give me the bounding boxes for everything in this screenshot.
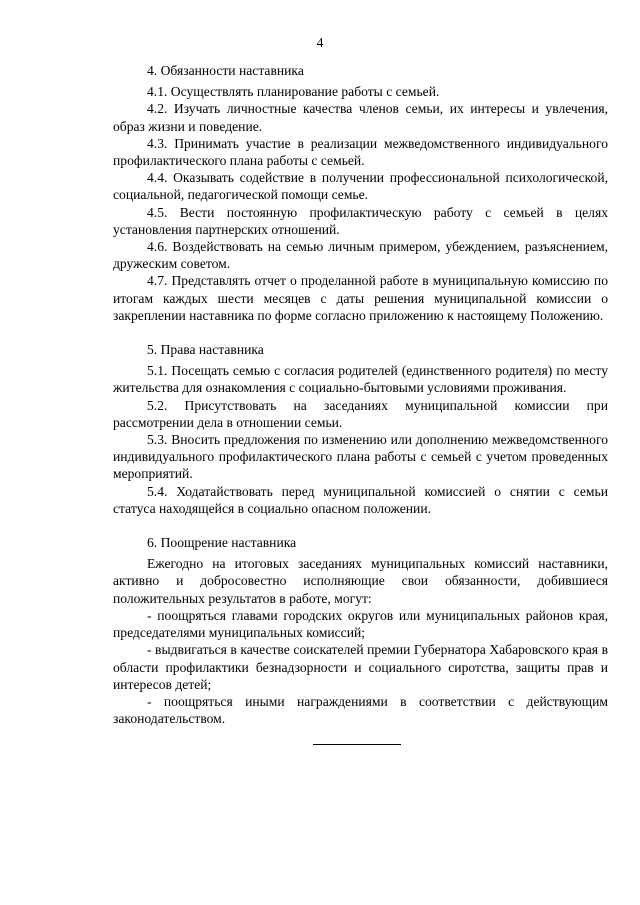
paragraph: Ежегодно на итоговых заседаниях муниципальных комиссий наставники, активно и добросовестно исполняющие свои обязанности, добившиеся положительных результатов в работе, могут:: [113, 556, 608, 606]
list-item: - выдвигаться в качестве соискателей премии Губернатора Хабаровского края в области профилактики безнадзорности и социального сиротства, защиты прав и интересов детей;: [113, 642, 608, 692]
list-item: - поощряться главами городских округов или муниципальных районов края, председателями муниципальных комиссий;: [113, 607, 608, 641]
section-duties: [113, 62, 608, 324]
paragraph: 4.2. Изучать личностные качества членов семьи, их интересы и увлечения, образ жизни и поведение.: [113, 101, 608, 134]
section-heading: 4. Обязанности наставника: [147, 63, 304, 78]
section-encouragement: [113, 534, 608, 727]
paragraph: 4.3. Принимать участие в реализации межведомственного индивидуального профилактического плана работы с семьей.: [113, 135, 608, 169]
list-item: - поощряться иными награждениями в соответствии с действующим законодательством.: [113, 693, 608, 727]
paragraph: 5.3. Вносить предложения по изменению или дополнению межведомственного индивидуального профилактического плана работы с семьей с учетом проведенных мероприятий.: [113, 432, 608, 482]
section-rights: [113, 341, 608, 517]
section-heading: 6. Поощрение наставника: [147, 535, 297, 551]
paragraph: 5.2. Присутствовать на заседаниях муниципальной комиссии при рассмотрении дела в отношении семьи.: [113, 397, 608, 430]
paragraph: 4.4. Оказывать содействие в получении профессиональной психологической, социальной, педагогической помощи семье.: [113, 170, 608, 203]
paragraph: 4.5. Вести постоянную профилактическую работу с семьей в целях установления партнерских отношений.: [113, 204, 608, 237]
paragraph: 4.6. Воздействовать на семью личным примером, убеждением, разъяснением, дружеским советом.: [113, 239, 608, 272]
paragraph: 4.1. Осуществлять планирование работы с семьей.: [147, 84, 440, 100]
page-number: 4: [316, 35, 324, 50]
document-body: [113, 62, 608, 745]
paragraph: 5.1. Посещать семью с согласия родителей (единственного родителя) по месту жительства для ознакомления с социально-бытовыми условиями проживания.: [113, 363, 608, 396]
end-divider: [313, 744, 401, 745]
paragraph: 4.7. Представлять отчет о проделанной работе в муниципальную комиссию по итогам каждых шести месяцев с даты решения муниципальной комиссии о закреплении наставника по форме согласно приложению к настоящему Положению.: [113, 273, 608, 323]
section-heading: 5. Права наставника: [147, 342, 264, 358]
paragraph: 5.4. Ходатайствовать перед муниципальной комиссией о снятии с семьи статуса находящейся в социально опасном положении.: [113, 483, 608, 516]
